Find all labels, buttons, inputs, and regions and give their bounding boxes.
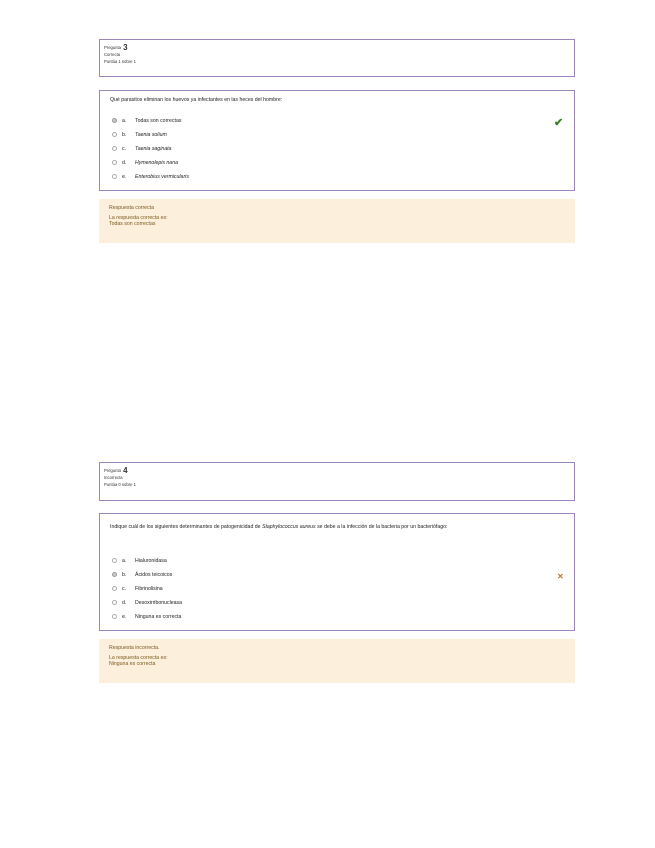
feedback-answer-intro: La respuesta correcta es: bbox=[109, 654, 168, 661]
option-a[interactable] bbox=[112, 556, 167, 565]
question-text: Qué parasitos eliminan los huevos ya infectantes en las heces del hombre: bbox=[110, 97, 283, 103]
option-text: Todas son correctas bbox=[135, 117, 182, 124]
radio-button[interactable] bbox=[112, 174, 117, 179]
question-score: Puntúa 0 sobre 1 bbox=[104, 482, 136, 487]
radio-button[interactable] bbox=[112, 118, 117, 123]
radio-button[interactable] bbox=[112, 600, 117, 605]
question-text-end: se debe a la infección de la bacteria por un bacteriófago: bbox=[315, 524, 448, 530]
feedback-status: Respuesta incorrecta. bbox=[109, 645, 160, 651]
question-text-species: Staphylococcus aureus bbox=[262, 524, 316, 530]
option-letter: e. bbox=[122, 613, 127, 620]
question-number: 3 bbox=[123, 43, 128, 52]
option-text: Ácidos teicoicos bbox=[135, 571, 173, 578]
option-e[interactable] bbox=[112, 612, 181, 621]
option-b[interactable] bbox=[112, 570, 172, 579]
option-text: Enterobius vermicularis bbox=[135, 173, 189, 180]
option-a[interactable] bbox=[112, 116, 181, 125]
radio-button[interactable] bbox=[112, 586, 117, 591]
option-letter: e. bbox=[122, 173, 127, 180]
question-state: Correcta bbox=[104, 52, 121, 57]
option-letter: b. bbox=[122, 571, 127, 578]
radio-button[interactable] bbox=[112, 132, 117, 137]
option-letter: c. bbox=[122, 585, 127, 592]
feedback-answer: Todas son correctas bbox=[109, 221, 156, 227]
option-d[interactable] bbox=[112, 158, 178, 167]
radio-button[interactable] bbox=[112, 614, 117, 619]
option-text: Taenia solium bbox=[135, 131, 167, 138]
check-icon: ✔ bbox=[554, 117, 564, 129]
option-text: Ninguna es correcta bbox=[135, 613, 182, 620]
question-info-4 bbox=[99, 462, 575, 501]
feedback-answer-intro: La respuesta correcta es: bbox=[109, 214, 168, 221]
option-letter: b. bbox=[122, 131, 127, 138]
option-c[interactable] bbox=[112, 144, 171, 153]
radio-button[interactable] bbox=[112, 558, 117, 563]
option-text: Desoxirribonucleasa bbox=[135, 599, 182, 606]
radio-button[interactable] bbox=[112, 572, 117, 577]
option-c[interactable] bbox=[112, 584, 163, 593]
option-text: Fibrinolisina bbox=[135, 585, 163, 592]
question-state: Incorrecta bbox=[104, 475, 123, 480]
question-info-3 bbox=[99, 39, 575, 77]
question-content-3 bbox=[99, 90, 575, 191]
radio-button[interactable] bbox=[112, 160, 117, 165]
cross-icon: ✕ bbox=[557, 572, 564, 581]
feedback-answer: Ninguna es correcta bbox=[109, 661, 156, 667]
option-e[interactable] bbox=[112, 172, 189, 181]
option-letter: d. bbox=[122, 159, 127, 166]
option-text: Hymenolepis nana bbox=[135, 159, 178, 166]
option-letter: a. bbox=[122, 557, 127, 564]
feedback-status: Respuesta correcta bbox=[109, 205, 154, 211]
option-text: Hialuronidasa bbox=[135, 557, 167, 564]
option-letter: a. bbox=[122, 117, 127, 124]
question-label: Pregunta bbox=[104, 468, 121, 473]
question-content-4 bbox=[99, 513, 575, 631]
option-letter: d. bbox=[122, 599, 127, 606]
option-d[interactable] bbox=[112, 598, 182, 607]
feedback-3 bbox=[99, 199, 575, 243]
option-b[interactable] bbox=[112, 130, 167, 139]
question-score: Puntúa 1 sobre 1 bbox=[104, 59, 136, 64]
radio-button[interactable] bbox=[112, 146, 117, 151]
question-text-start: Indique cuál de los siguientes determinantes de patogenicidad de bbox=[110, 524, 262, 530]
question-label: Pregunta bbox=[104, 45, 121, 50]
option-letter: c. bbox=[122, 145, 127, 152]
question-text bbox=[110, 524, 447, 530]
question-number: 4 bbox=[123, 466, 128, 475]
option-text: Taenia saginata bbox=[135, 145, 172, 152]
feedback-4 bbox=[99, 639, 575, 683]
